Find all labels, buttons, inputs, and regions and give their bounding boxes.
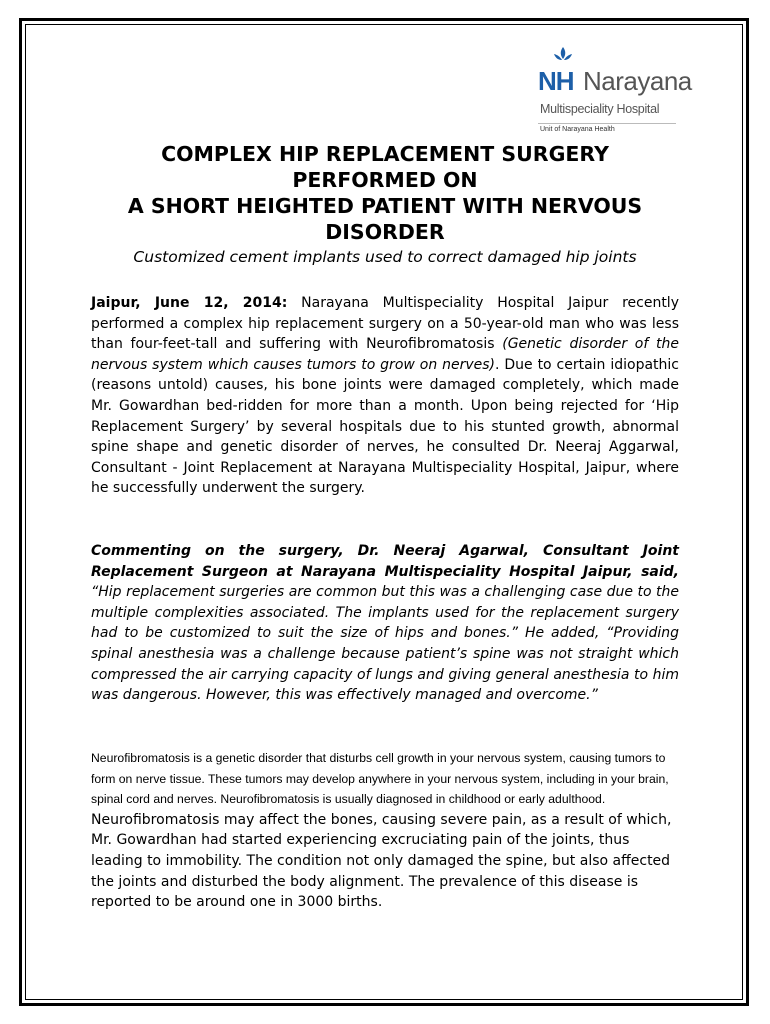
intro-text-b: . Due to certain idiopathic (reasons untold) causes, his bone joints were damaged completely, which made Mr. Gowardhan bed-ridden for more than a month. Upon being rejected for ‘Hip Replacement Surgery’ by several hospitals due to his stunted growth, abnormal spine shape and genetic disorder of nerves, he consulted Dr. Neeraj Aggarwal, Consultant - Joint Replacement at Narayana Multispeciality Hospital, Jaipur, where he successfully underwent the surgery. <box>91 356 679 497</box>
page-title <box>70 141 700 245</box>
quote-added: He added, <box>518 625 607 642</box>
dateline: Jaipur, June 12, 2014: <box>91 295 288 311</box>
condition-text: Neurofibromatosis may affect the bones, causing severe pain, as a result of which, Mr. Gowardhan had started experiencing excruciating pain of the joints, thus leading to immobility. The condition not only damaged the spine, but also affected the joints and disturbed the body alignment. The prevalence of this disease is reported to be around one in 3000 births. <box>91 811 672 911</box>
logo-unit: Unit of Narayana Health <box>540 126 615 133</box>
quote-1: “Hip replacement surgeries are common but this was a challenging case due to the multiple complexities associated. The implants used for the replacement surgery had to be customized to suit the size of hips and bones.” <box>91 584 679 642</box>
title-line-1: COMPLEX HIP REPLACEMENT SURGERY <box>161 142 609 166</box>
quote-2: “Providing spinal anesthesia was a challenge because patient’s spine was not straight which compressed the air carrying capacity of lungs and giving general anesthesia to him was dangerous. However, this was effectively managed and overcome.” <box>91 625 680 704</box>
title-line-2: PERFORMED ON <box>292 168 478 192</box>
logo-name: Narayana <box>583 66 692 96</box>
logo-divider <box>538 123 676 124</box>
paragraph-intro <box>91 293 679 499</box>
lotus-icon <box>552 46 574 66</box>
quote-lead: Commenting on the surgery, Dr. Neeraj Agarwal, Consultant Joint Replacement Surgeon at Narayana Multispeciality Hospital Jaipur, said, <box>91 543 679 580</box>
intro-text-a: Narayana Multispeciality Hospital Jaipur recently performed a complex hip replacement surgery on a 50-year-old man who was less than four-feet-tall and suffering with Neurofibromatosis <box>91 295 679 353</box>
intro-italic-definition: (Genetic disorder of the nervous system which causes tumors to grow on nerves) <box>91 336 679 373</box>
logo-subtitle: Multispeciality Hospital <box>540 102 660 116</box>
definition-text: Neurofibromatosis is a genetic disorder that disturbs cell growth in your nervous system, causing tumors to form on nerve tissue. These tumors may develop anywhere in your nervous system, including in your brain, spinal cord and nerves. Neurofibromatosis is usually diagnosed in childhood or early adulthood. <box>91 751 669 807</box>
page-subtitle: Customized cement implants used to correct damaged hip joints <box>133 248 637 266</box>
logo-mark: NH <box>538 66 574 96</box>
title-line-4: DISORDER <box>325 220 445 244</box>
hospital-logo <box>538 46 698 136</box>
paragraph-quote <box>91 541 679 706</box>
title-line-3: A SHORT HEIGHTED PATIENT WITH NERVOUS <box>127 194 643 218</box>
paragraph-neurofibromatosis <box>91 748 679 913</box>
